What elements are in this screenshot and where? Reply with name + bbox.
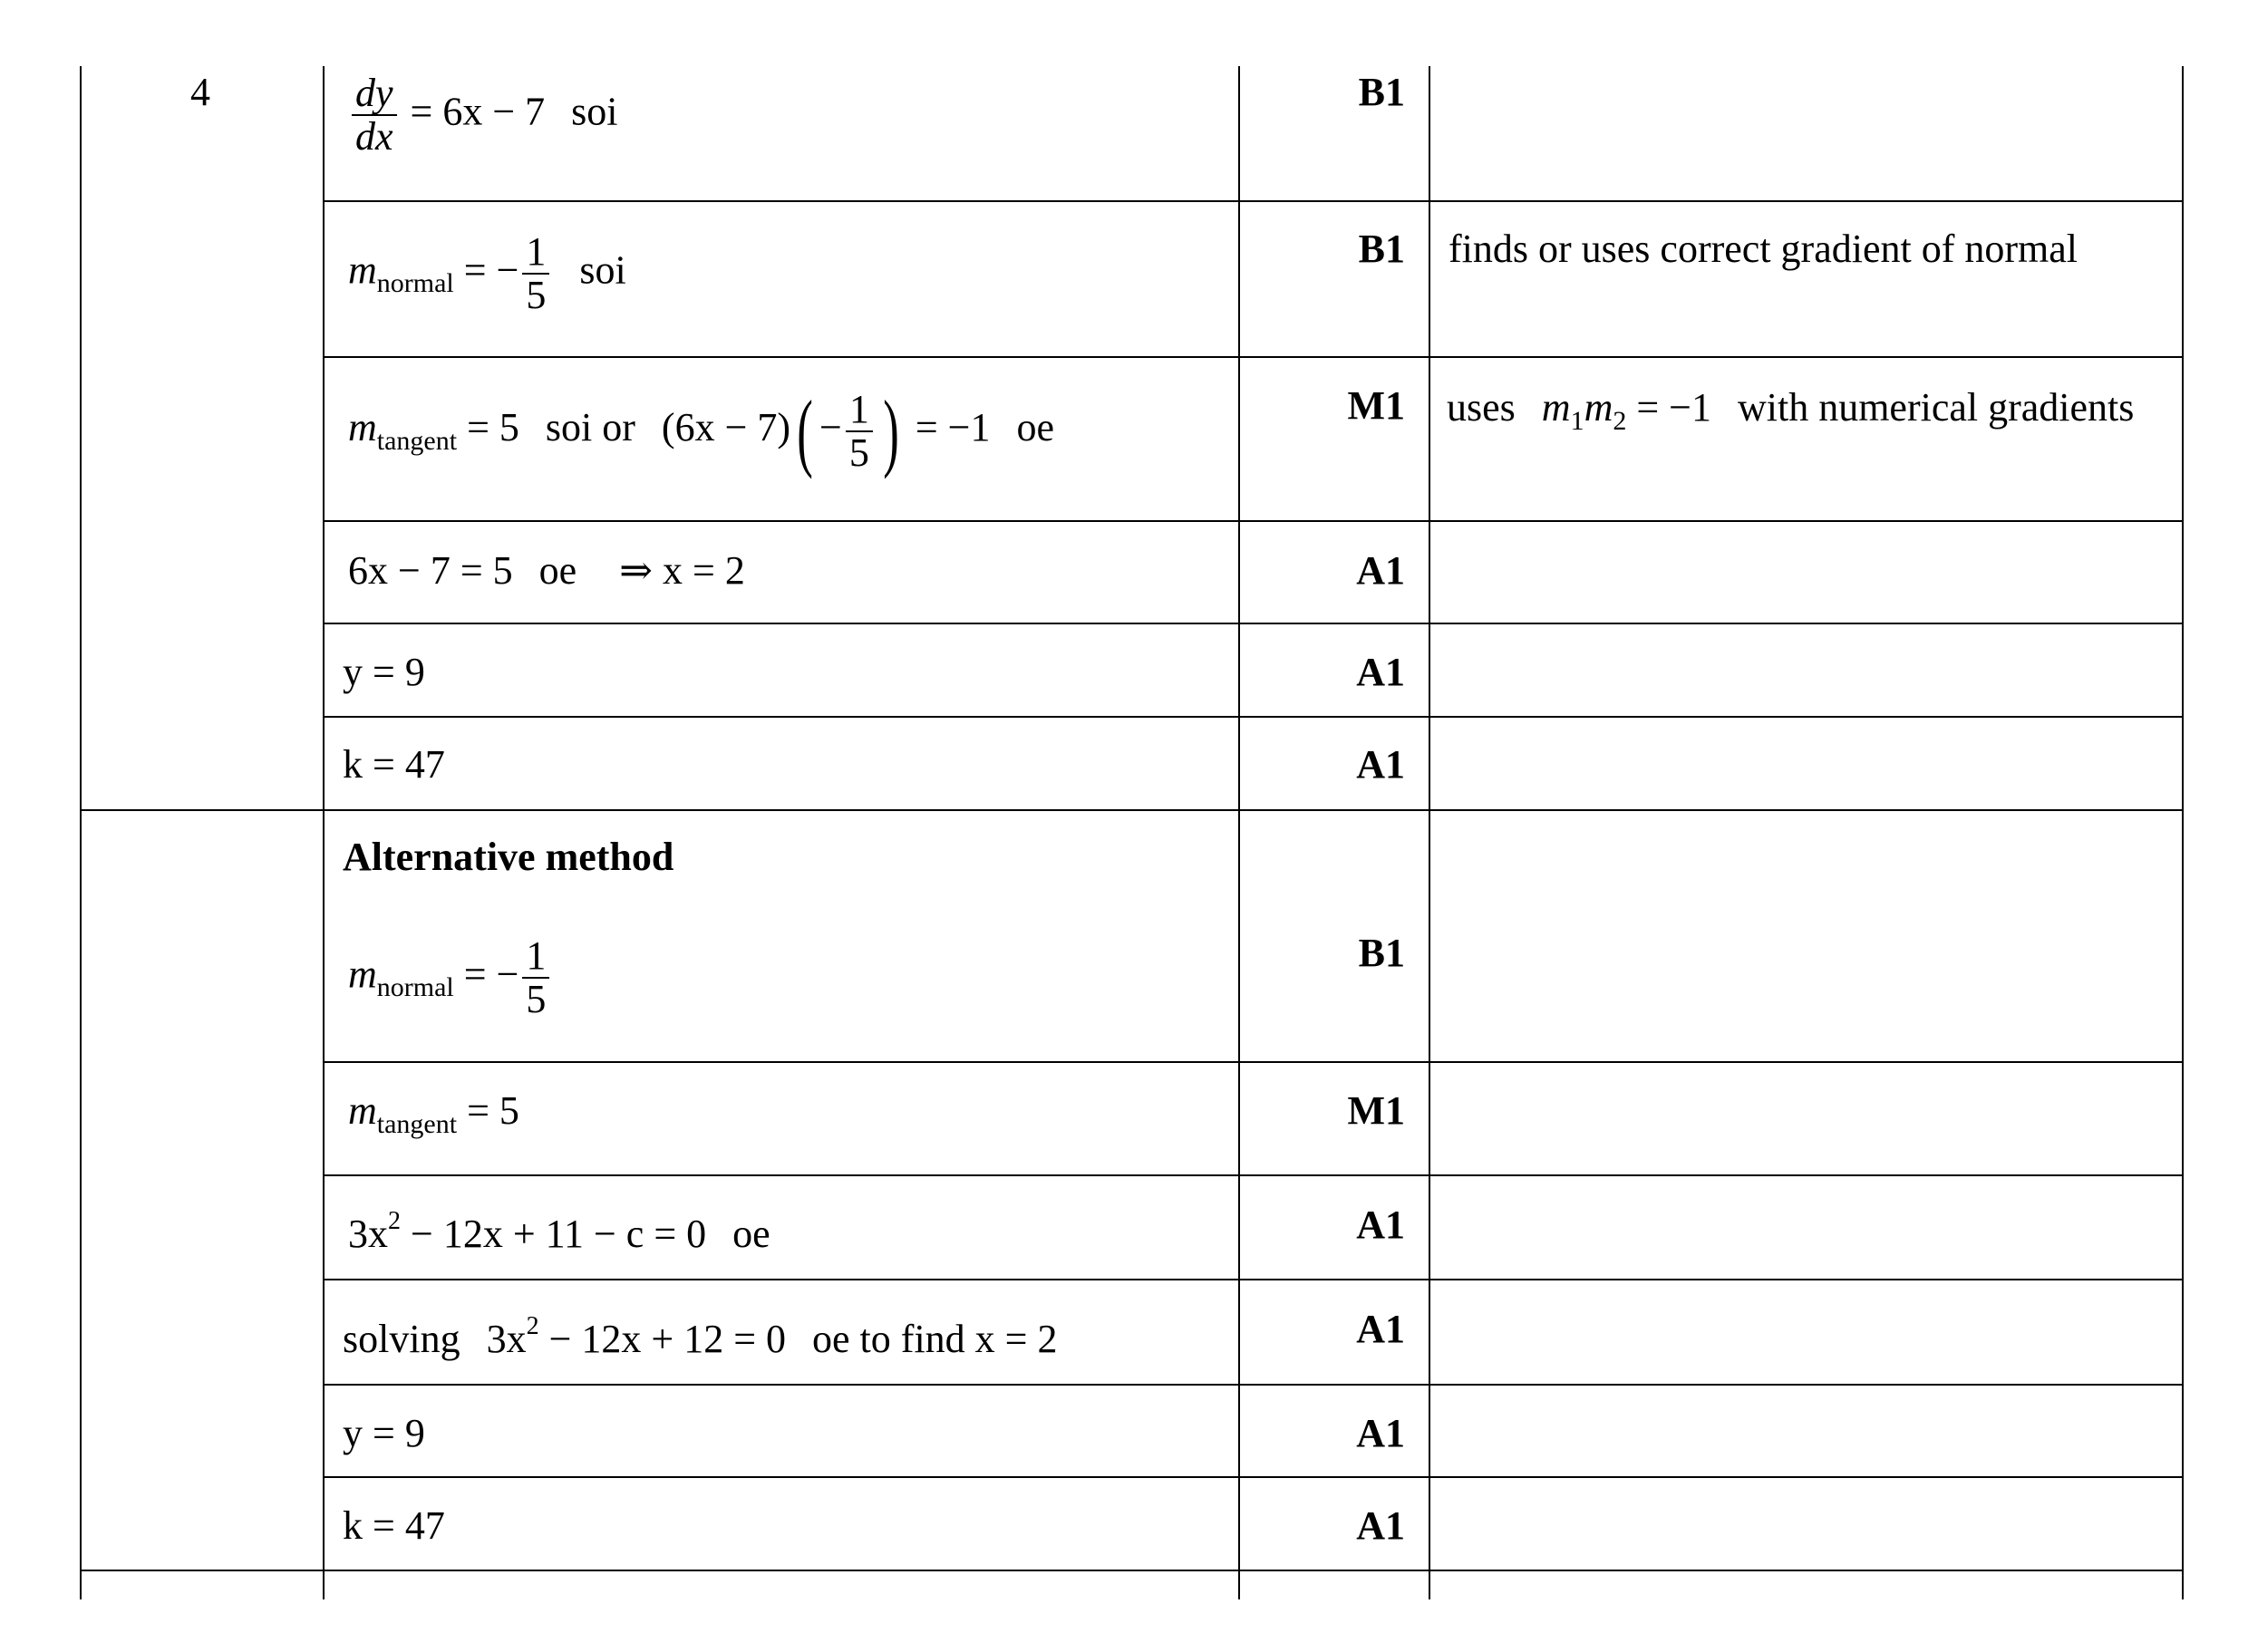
mark-code: A1: [1356, 742, 1405, 787]
answer-line: [343, 742, 445, 787]
answer-line: [348, 231, 626, 316]
superscript: 2: [388, 1207, 401, 1235]
equation-rest: − 12x + 11 − c = 0: [411, 1212, 707, 1256]
superscript: 2: [526, 1312, 539, 1340]
table-divider-guidance: [1429, 66, 1430, 1599]
row-divider: [323, 1061, 2184, 1063]
section-divider: [80, 809, 2184, 811]
fraction-denominator: dx: [352, 114, 397, 158]
implication: ⇒ x = 2: [619, 548, 745, 593]
guidance-suffix: with numerical gradients: [1737, 385, 2135, 430]
row-divider: [323, 1174, 2184, 1176]
mark-code: B1: [1358, 70, 1405, 114]
equals-sign: = −: [463, 247, 519, 293]
mark-code: A1: [1356, 650, 1405, 694]
equation: 6x − 7 = 5: [348, 548, 513, 593]
row-divider: [323, 356, 2184, 358]
answer-line: [343, 652, 425, 692]
equation-rhs: = 5: [467, 405, 519, 450]
prefix-text: solving: [343, 1317, 460, 1361]
equation-rhs: = −1: [1636, 385, 1711, 430]
qualifier-tag: soi: [579, 247, 626, 293]
row-divider: [323, 520, 2184, 522]
guidance-prefix: uses: [1447, 385, 1516, 430]
left-paren: (: [797, 382, 813, 479]
section-divider: [80, 1570, 2184, 1571]
term: 3x: [348, 1212, 388, 1256]
mark-code: B1: [1358, 931, 1405, 975]
subscript: tangent: [376, 1109, 458, 1139]
table-border-right: [2182, 66, 2184, 1599]
fraction-numerator: 1: [848, 386, 869, 431]
equation: y = 9: [343, 650, 425, 694]
subscript: tangent: [376, 426, 458, 457]
equation: k = 47: [343, 1503, 445, 1548]
mark-code: A1: [1356, 1411, 1405, 1455]
fraction-denominator: 5: [522, 273, 549, 316]
row-divider: [323, 1279, 2184, 1280]
answer-line: [348, 935, 553, 1020]
guidance-text: finds or uses correct gradient of normal: [1449, 227, 2078, 271]
equation-rhs: = 6x − 7: [410, 89, 546, 134]
row-divider: [323, 1384, 2184, 1386]
answer-line: [348, 1088, 519, 1139]
right-paren: ): [883, 382, 899, 479]
qualifier-tag: soi or: [545, 405, 635, 450]
mark-code: A1: [1356, 1503, 1405, 1548]
answer-line: [348, 548, 745, 593]
qualifier-tag: oe: [732, 1212, 770, 1256]
fraction-numerator: 1: [526, 933, 547, 978]
equation: k = 47: [343, 742, 445, 787]
mark-code: A1: [1356, 548, 1405, 593]
variable: m: [1541, 385, 1571, 430]
mark-code: M1: [1347, 383, 1405, 428]
variable: m: [348, 247, 377, 293]
fraction-numerator: 1: [526, 229, 547, 274]
answer-line: [348, 1207, 770, 1256]
equation: y = 9: [343, 1411, 425, 1455]
qualifier-tag: soi: [571, 89, 618, 134]
answer-line: [343, 1503, 445, 1548]
expression: (6x − 7): [661, 405, 791, 450]
qualifier-tag: oe: [538, 548, 577, 593]
variable: m: [348, 405, 377, 450]
suffix-text: oe to find x = 2: [812, 1317, 1058, 1361]
qualifier-tag: oe: [1016, 405, 1054, 450]
table-border-left: [80, 66, 82, 1599]
mark-code: A1: [1356, 1203, 1405, 1247]
variable: m: [348, 952, 377, 997]
equation-rhs: = 5: [467, 1088, 519, 1133]
answer-line: [348, 382, 1054, 479]
question-number: 4: [190, 70, 210, 114]
fraction-denominator: 5: [522, 977, 549, 1020]
mark-code: M1: [1347, 1088, 1405, 1133]
fraction-denominator: 5: [846, 430, 873, 474]
subscript: 2: [1613, 406, 1627, 436]
table-divider-answer: [323, 66, 325, 1599]
row-divider: [323, 1476, 2184, 1478]
equation-rest: − 12x + 12 = 0: [548, 1317, 787, 1361]
row-divider: [323, 200, 2184, 202]
mark-code: B1: [1358, 227, 1405, 271]
answer-line: [348, 72, 618, 158]
row-divider: [323, 716, 2184, 718]
subscript: 1: [1570, 406, 1584, 436]
term: 3x: [486, 1317, 527, 1361]
subscript: normal: [376, 268, 454, 299]
answer-line: [343, 1312, 1058, 1361]
mark-code: A1: [1356, 1307, 1405, 1351]
fraction-numerator: dy: [355, 71, 393, 115]
variable: m: [348, 1088, 377, 1133]
equation-rhs: = −1: [915, 405, 991, 450]
equals-sign: = −: [463, 952, 519, 997]
guidance-text: [1447, 385, 2135, 436]
answer-line: [343, 1411, 425, 1455]
table-divider-mark: [1238, 66, 1240, 1599]
subscript: normal: [376, 972, 454, 1003]
alternative-method-heading: Alternative method: [343, 835, 674, 879]
variable: m: [1584, 385, 1613, 430]
row-divider: [323, 623, 2184, 624]
negative-sign: −: [819, 405, 842, 450]
